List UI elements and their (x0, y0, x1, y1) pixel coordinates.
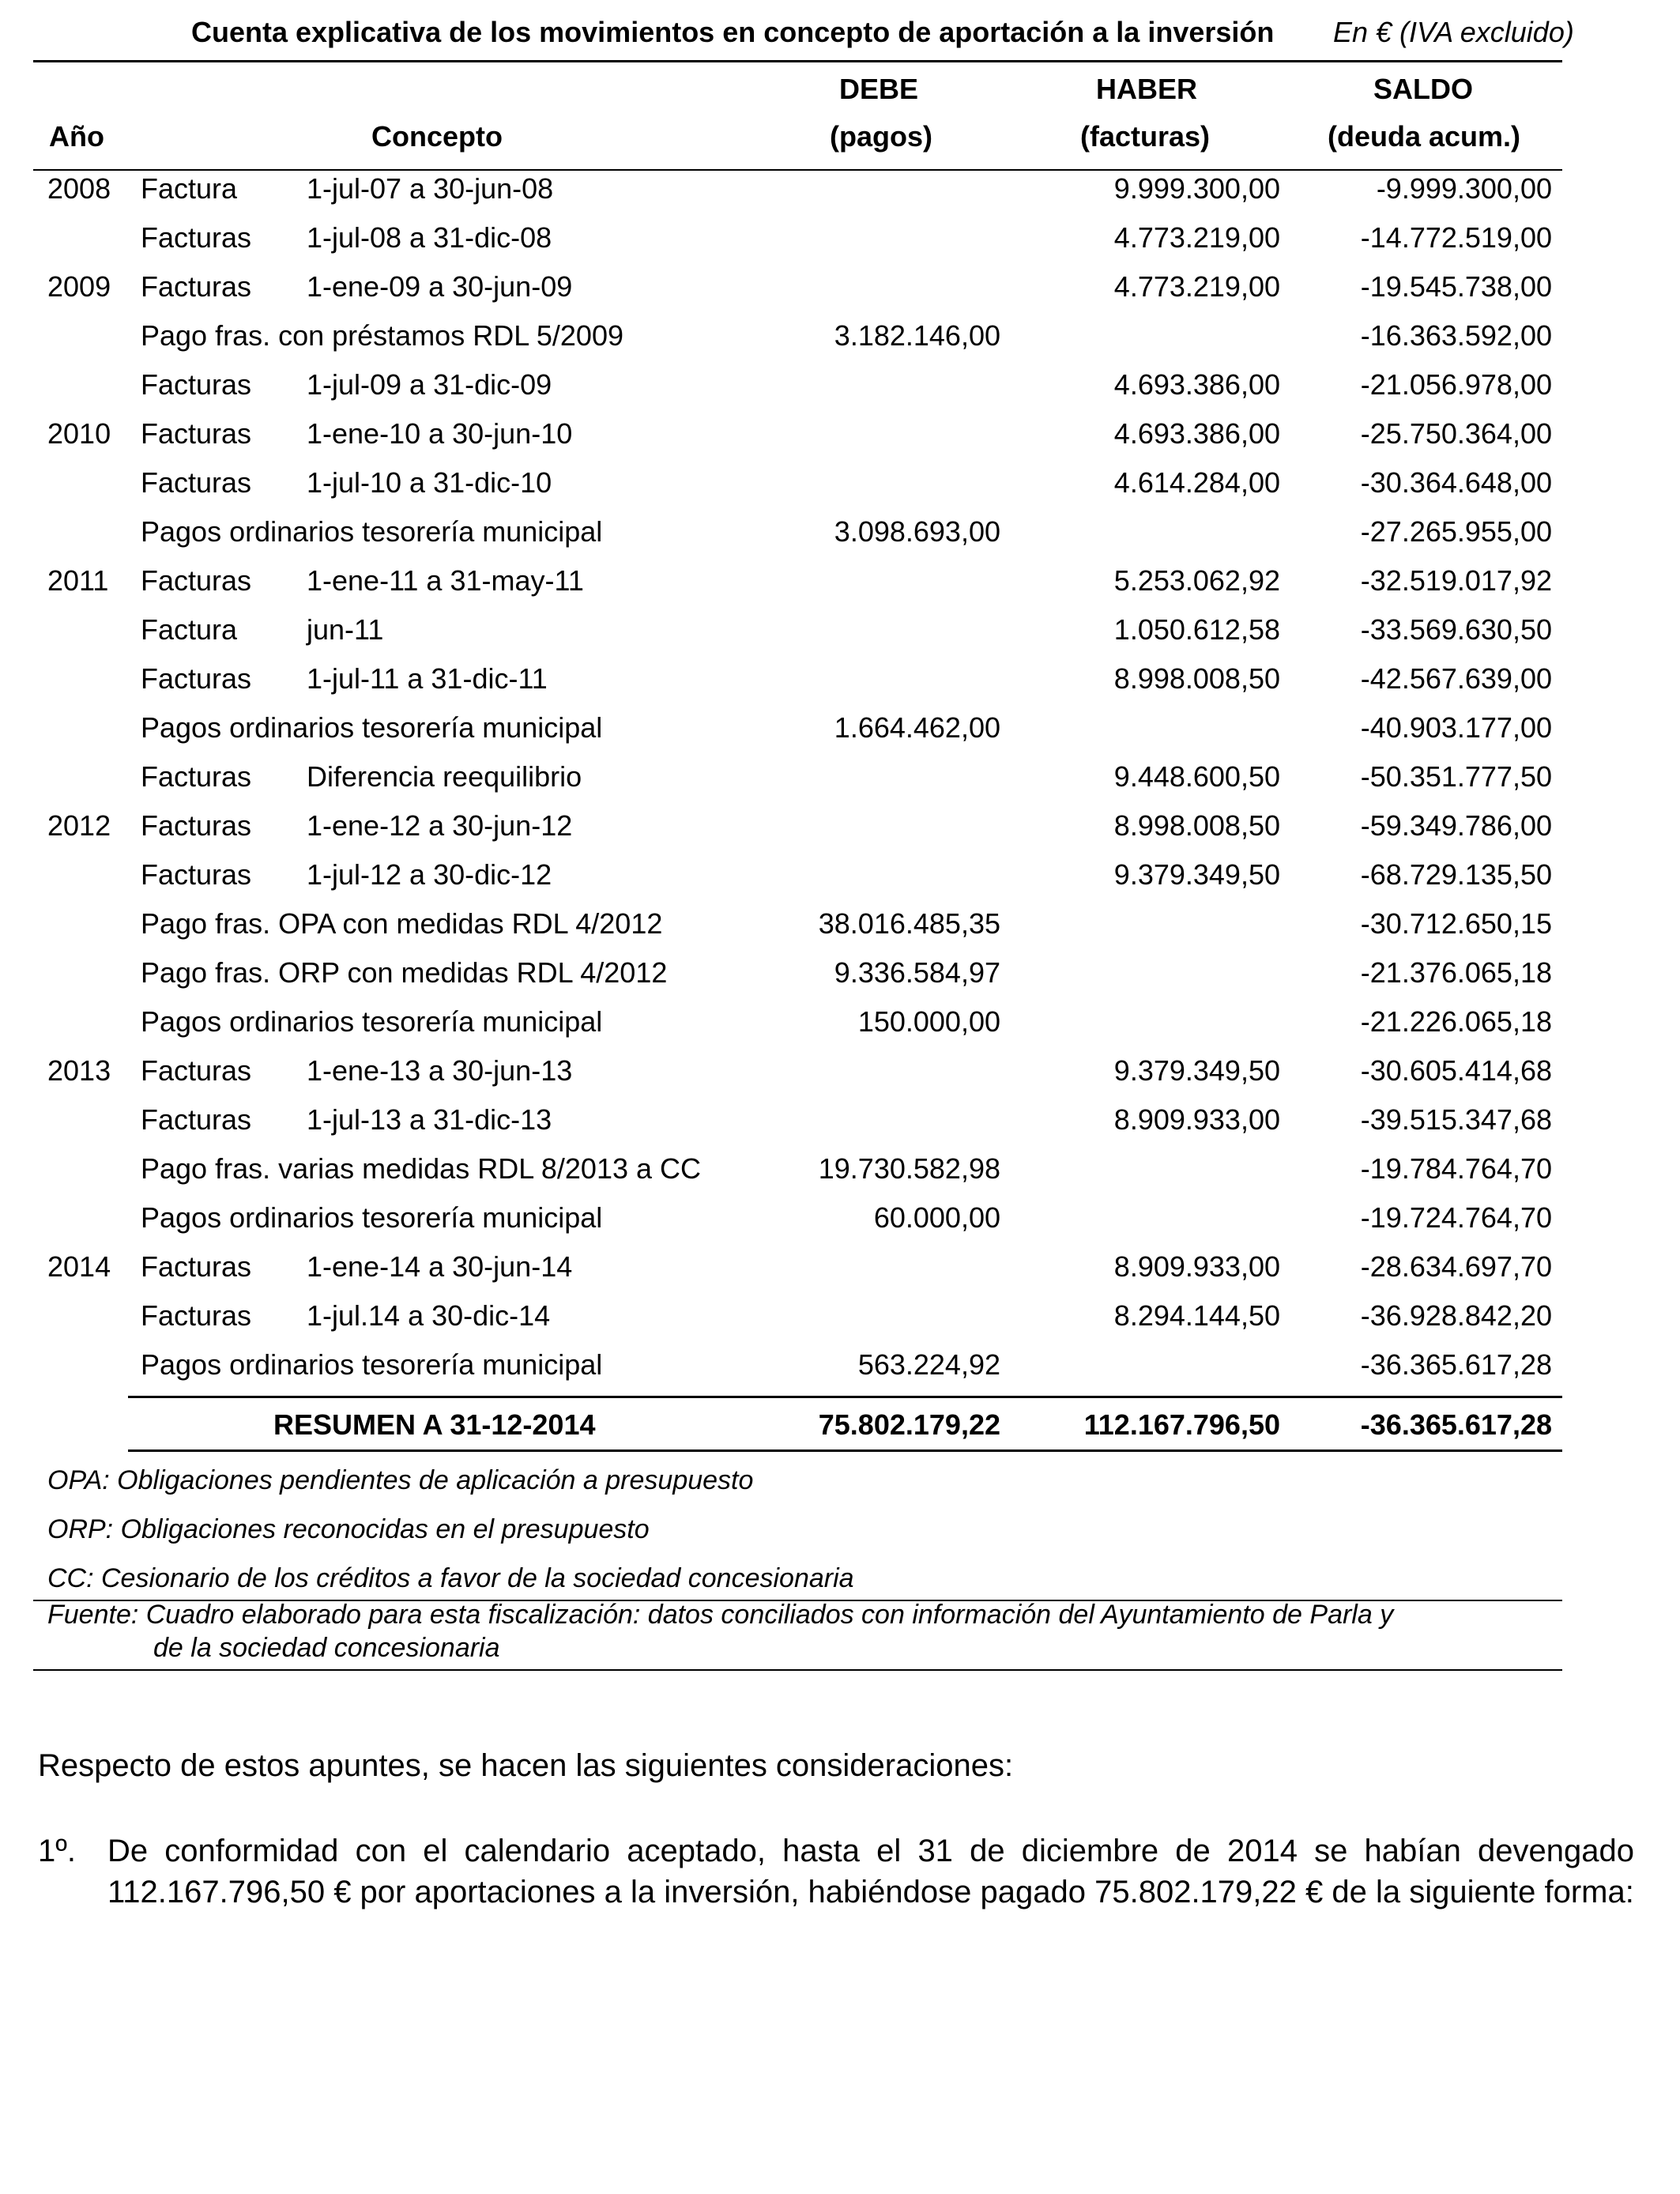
cell-concept: Pago fras. OPA con medidas RDL 4/2012 (141, 907, 663, 940)
cell-concept: Pagos ordinarios tesorería municipal (141, 1201, 603, 1234)
cell-saldo: -30.605.414,68 (1360, 1054, 1552, 1087)
cell-concept: Facturas (141, 1103, 252, 1136)
cell-haber: 8.909.933,00 (1113, 1250, 1280, 1283)
table-row (0, 662, 1680, 711)
cell-debe: 19.730.582,98 (818, 1152, 1000, 1185)
table-row (0, 1152, 1680, 1201)
cell-concept: Pagos ordinarios tesorería municipal (141, 711, 603, 744)
cell-saldo: -19.724.764,70 (1360, 1201, 1552, 1234)
table-row (0, 172, 1680, 221)
summary-top-rule (128, 1396, 1562, 1398)
cell-concept: Pago fras. varias medidas RDL 8/2013 a CC (141, 1152, 702, 1185)
cell-period: Diferencia reequilibrio (307, 760, 582, 793)
header-haber-sub: (facturas) (1080, 120, 1211, 153)
cell-concept: Factura (141, 613, 238, 646)
table-row (0, 319, 1680, 368)
cell-saldo: -50.351.777,50 (1360, 760, 1552, 793)
table-source (47, 1598, 1393, 1664)
cell-concept: Facturas (141, 858, 252, 891)
summary-saldo: -36.365.617,28 (1360, 1408, 1552, 1441)
table-row (0, 417, 1680, 466)
cell-haber: 4.773.219,00 (1113, 270, 1280, 303)
paragraph-item-number: 1º. (38, 1834, 76, 1868)
table-title-bar (33, 14, 1574, 54)
table-row (0, 1348, 1680, 1397)
cell-saldo: -39.515.347,68 (1360, 1103, 1552, 1136)
cell-concept: Factura (141, 172, 238, 205)
cell-saldo: -21.376.065,18 (1360, 956, 1552, 989)
cell-haber: 4.693.386,00 (1113, 368, 1280, 401)
cell-year: 2009 (47, 270, 111, 303)
table-row (0, 564, 1680, 613)
table-row (0, 760, 1680, 809)
table-row (0, 1201, 1680, 1250)
cell-saldo: -42.567.639,00 (1360, 662, 1552, 695)
table-row (0, 956, 1680, 1005)
cell-period: 1-ene-11 a 31-may-11 (307, 564, 584, 597)
header-saldo: SALDO (1373, 73, 1473, 105)
cell-concept: Facturas (141, 809, 252, 842)
cell-haber: 4.693.386,00 (1113, 417, 1280, 450)
cell-period: 1-jul-10 a 31-dic-10 (307, 466, 552, 499)
cell-haber: 4.614.284,00 (1113, 466, 1280, 499)
summary-label: RESUMEN A 31-12-2014 (273, 1408, 596, 1441)
note-opa: OPA: Obligaciones pendientes de aplicación a presupuesto (47, 1465, 754, 1495)
table-row (0, 1250, 1680, 1299)
cell-debe: 150.000,00 (857, 1005, 1000, 1038)
cell-debe: 60.000,00 (873, 1201, 1000, 1234)
cell-concept: Facturas (141, 417, 252, 450)
table-row (0, 907, 1680, 956)
cell-period: 1-ene-14 a 30-jun-14 (307, 1250, 573, 1283)
cell-year: 2014 (47, 1250, 111, 1283)
cell-saldo: -33.569.630,50 (1360, 613, 1552, 646)
paragraph-intro: Respecto de estos apuntes, se hacen las siguientes consideraciones: (38, 1748, 1014, 1783)
header-haber: HABER (1096, 73, 1198, 105)
cell-saldo: -9.999.300,00 (1376, 172, 1552, 205)
cell-year: 2013 (47, 1054, 111, 1087)
table-row (0, 270, 1680, 319)
cell-saldo: -19.784.764,70 (1360, 1152, 1552, 1185)
table-units: En € (IVA excluido) (1333, 16, 1574, 48)
cell-period: 1-jul-11 a 31-dic-11 (307, 662, 548, 695)
cell-saldo: -25.750.364,00 (1360, 417, 1552, 450)
cell-concept: Facturas (141, 466, 252, 499)
header-rule (33, 169, 1562, 171)
table-row (0, 1054, 1680, 1103)
table-row (0, 1299, 1680, 1348)
cell-haber: 8.998.008,50 (1113, 809, 1280, 842)
cell-debe: 3.182.146,00 (834, 319, 1000, 352)
cell-concept: Facturas (141, 270, 252, 303)
cell-year: 2010 (47, 417, 111, 450)
cell-period: 1-jul-09 a 31-dic-09 (307, 368, 552, 401)
cell-concept: Facturas (141, 760, 252, 793)
header-saldo-sub: (deuda acum.) (1328, 120, 1521, 153)
cell-concept: Pago fras. ORP con medidas RDL 4/2012 (141, 956, 668, 989)
cell-saldo: -19.545.738,00 (1360, 270, 1552, 303)
cell-haber: 8.909.933,00 (1113, 1103, 1280, 1136)
source-line-1: Fuente: Cuadro elaborado para esta fiscalización: datos conciliados con información del Ayuntamiento de Parla y (47, 1600, 1394, 1630)
cell-haber: 9.448.600,50 (1113, 760, 1280, 793)
cell-concept: Facturas (141, 1054, 252, 1087)
note-cc: CC: Cesionario de los créditos a favor de la sociedad concesionaria (47, 1563, 854, 1593)
cell-concept: Pagos ordinarios tesorería municipal (141, 515, 603, 548)
cell-debe: 9.336.584,97 (834, 956, 1000, 989)
paragraph-item-1 (38, 1830, 1634, 1913)
paragraph-item-text: De conformidad con el calendario aceptado, hasta el 31 de diciembre de 2014 se habían devengado 112.167.796,50 € por aportaciones a la inversión, habiéndose pagado 75.802.179,22 € de la siguiente forma: (107, 1834, 1634, 1909)
cell-year: 2012 (47, 809, 111, 842)
table-title: Cuenta explicativa de los movimientos en concepto de aportación a la inversión (191, 16, 1275, 48)
cell-haber: 8.294.144,50 (1113, 1299, 1280, 1332)
header-debe: DEBE (839, 73, 919, 105)
header-year: Año (49, 120, 104, 153)
cell-period: 1-jul-07 a 30-jun-08 (307, 172, 554, 205)
cell-debe: 3.098.693,00 (834, 515, 1000, 548)
cell-concept: Facturas (141, 368, 252, 401)
table-row (0, 613, 1680, 662)
cell-concept: Facturas (141, 221, 252, 254)
source-bottom-rule (33, 1669, 1562, 1671)
cell-haber: 5.253.062,92 (1113, 564, 1280, 597)
cell-saldo: -27.265.955,00 (1360, 515, 1552, 548)
table-row (0, 1005, 1680, 1054)
cell-saldo: -40.903.177,00 (1360, 711, 1552, 744)
cell-debe: 38.016.485,35 (818, 907, 1000, 940)
cell-haber: 9.999.300,00 (1113, 172, 1280, 205)
cell-haber: 4.773.219,00 (1113, 221, 1280, 254)
summary-debe: 75.802.179,22 (818, 1408, 1000, 1441)
cell-debe: 563.224,92 (857, 1348, 1000, 1381)
cell-haber: 9.379.349,50 (1113, 1054, 1280, 1087)
cell-concept: Pagos ordinarios tesorería municipal (141, 1348, 603, 1381)
table-row (0, 809, 1680, 858)
cell-debe: 1.664.462,00 (834, 711, 1000, 744)
cell-saldo: -28.634.697,70 (1360, 1250, 1552, 1283)
cell-concept: Facturas (141, 1299, 252, 1332)
cell-saldo: -30.364.648,00 (1360, 466, 1552, 499)
cell-period: 1-ene-10 a 30-jun-10 (307, 417, 573, 450)
header-concept: Concepto (371, 120, 503, 153)
cell-concept: Facturas (141, 1250, 252, 1283)
cell-period: 1-jul-13 a 31-dic-13 (307, 1103, 552, 1136)
cell-haber: 8.998.008,50 (1113, 662, 1280, 695)
table-row (0, 1103, 1680, 1152)
table-row (0, 221, 1680, 270)
cell-saldo: -36.365.617,28 (1360, 1348, 1552, 1381)
source-line-2: de la sociedad concesionaria (153, 1633, 500, 1663)
cell-period: 1-ene-12 a 30-jun-12 (307, 809, 573, 842)
cell-period: 1-jul-12 a 30-dic-12 (307, 858, 552, 891)
cell-haber: 1.050.612,58 (1113, 613, 1280, 646)
table-row (0, 858, 1680, 907)
cell-saldo: -14.772.519,00 (1360, 221, 1552, 254)
cell-period: jun-11 (307, 613, 384, 646)
cell-concept: Facturas (141, 564, 252, 597)
cell-saldo: -21.226.065,18 (1360, 1005, 1552, 1038)
cell-haber: 9.379.349,50 (1113, 858, 1280, 891)
table-row (0, 466, 1680, 515)
table-row (0, 368, 1680, 417)
cell-saldo: -36.928.842,20 (1360, 1299, 1552, 1332)
cell-concept: Pagos ordinarios tesorería municipal (141, 1005, 603, 1038)
cell-saldo: -16.363.592,00 (1360, 319, 1552, 352)
note-orp: ORP: Obligaciones reconocidas en el presupuesto (47, 1514, 650, 1544)
cell-period: 1-ene-13 a 30-jun-13 (307, 1054, 573, 1087)
table-row (0, 515, 1680, 564)
cell-saldo: -30.712.650,15 (1360, 907, 1552, 940)
table-row (0, 711, 1680, 760)
summary-haber: 112.167.796,50 (1083, 1408, 1280, 1441)
cell-saldo: -32.519.017,92 (1360, 564, 1552, 597)
cell-period: 1-jul.14 a 30-dic-14 (307, 1299, 551, 1332)
cell-saldo: -21.056.978,00 (1360, 368, 1552, 401)
summary-bottom-rule (128, 1449, 1562, 1452)
cell-saldo: -68.729.135,50 (1360, 858, 1552, 891)
cell-concept: Pago fras. con préstamos RDL 5/2009 (141, 319, 623, 352)
header-debe-sub: (pagos) (830, 120, 932, 153)
top-rule (33, 60, 1562, 62)
cell-year: 2011 (47, 564, 109, 597)
cell-period: 1-jul-08 a 31-dic-08 (307, 221, 552, 254)
cell-year: 2008 (47, 172, 111, 205)
cell-saldo: -59.349.786,00 (1360, 809, 1552, 842)
cell-concept: Facturas (141, 662, 252, 695)
cell-period: 1-ene-09 a 30-jun-09 (307, 270, 573, 303)
